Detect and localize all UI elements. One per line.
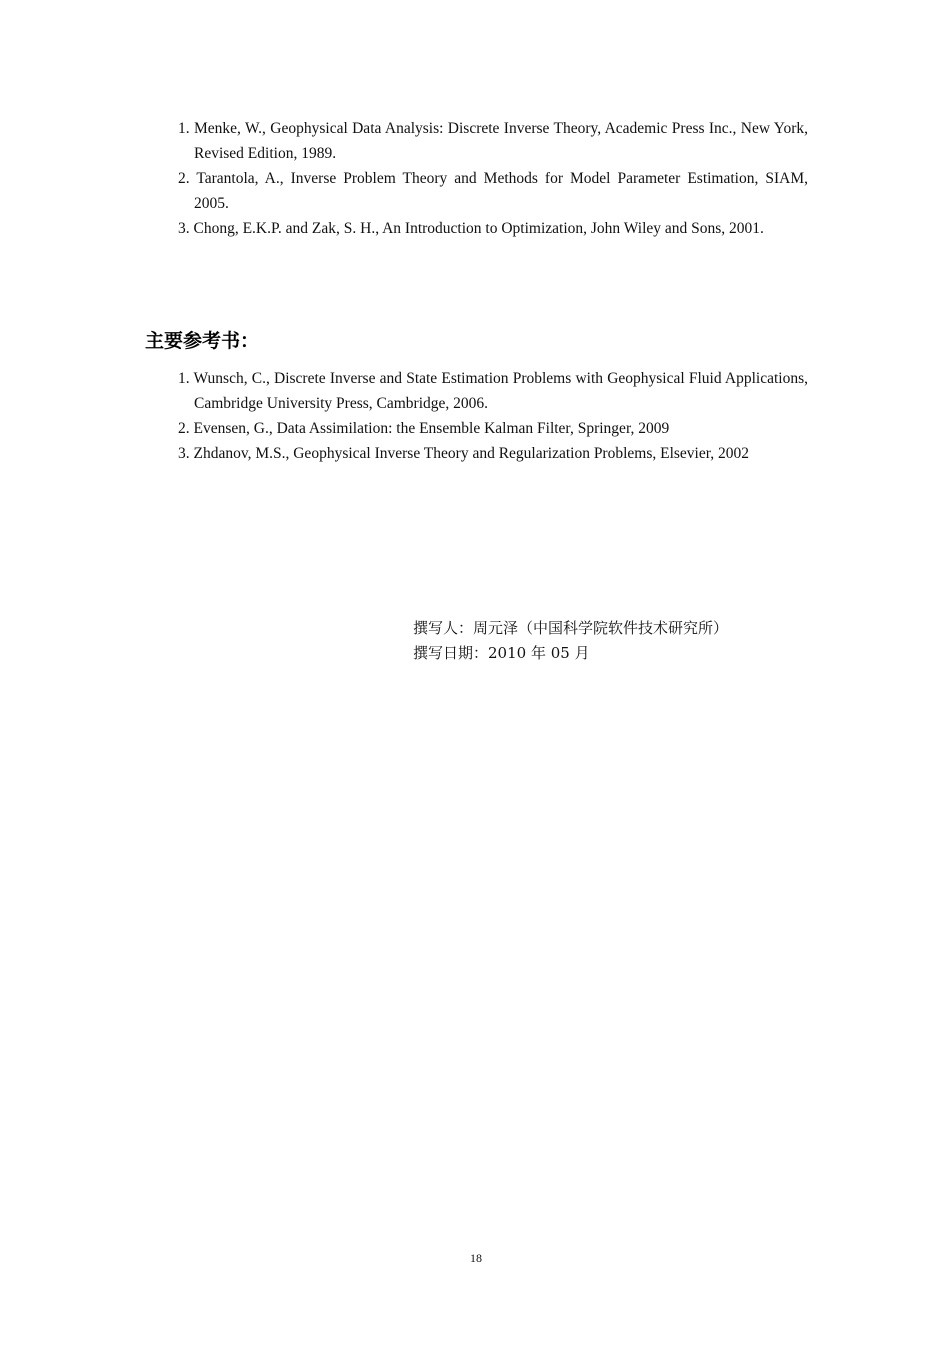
reference-item: 2. Evensen, G., Data Assimilation: the Ensemble Kalman Filter, Springer, 2009	[178, 420, 670, 437]
date-line: 撰写日期：2010 年 05 月	[413, 644, 590, 662]
reference-list-top	[178, 116, 808, 241]
reference-item: 3. Zhdanov, M.S., Geophysical Inverse Theory and Regularization Problems, Elsevier, 2002	[178, 445, 750, 462]
author-line: 撰写人：周元泽（中国科学院软件技术研究所）	[413, 619, 729, 637]
reference-item: 3. Chong, E.K.P. and Zak, S. H., An Introduction to Optimization, John Wiley and Sons, 2001.	[178, 220, 764, 237]
reference-item: 1. Wunsch, C., Discrete Inverse and State Estimation Problems with Geophysical Fluid Applications, Cambridge University Press, Cambridge, 2006.	[178, 370, 808, 412]
main-reference-list	[178, 366, 808, 466]
reference-item: 1. Menke, W., Geophysical Data Analysis: Discrete Inverse Theory, Academic Press Inc., New York, Revised Edition, 1989.	[178, 120, 808, 162]
reference-item: 2. Tarantola, A., Inverse Problem Theory and Methods for Model Parameter Estimation, SIAM, 2005.	[178, 170, 808, 212]
signature-block	[413, 616, 728, 666]
page-number: 18	[470, 1251, 482, 1265]
main-references-heading: 主要参考书：	[145, 330, 260, 352]
